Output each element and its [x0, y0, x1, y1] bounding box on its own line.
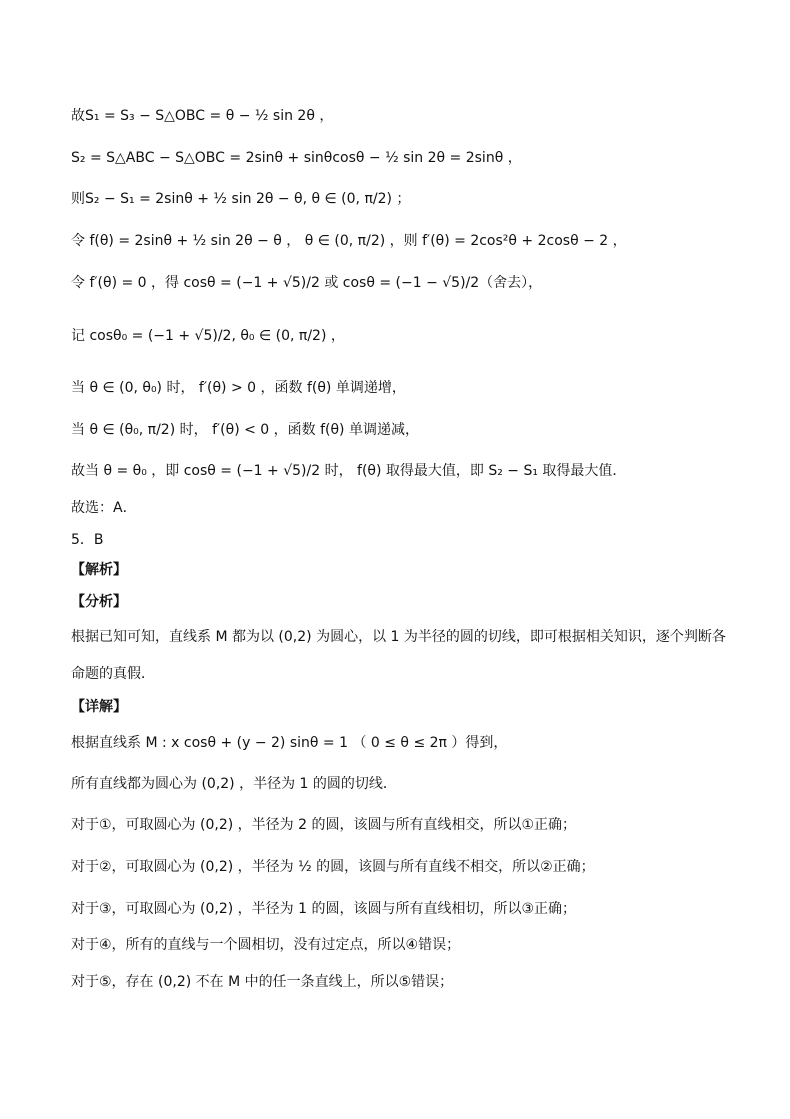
text-line: 对于②，可取圆心为 (0,2) ，半径为 ½ 的圆，该圆与所有直线不相交，所以②正确；	[71, 859, 595, 875]
text-line: 记 cosθ₀ = (−1 + √5)/2, θ₀ ∈ (0, π/2) ，	[71, 328, 345, 344]
text-line: S₂ = S△ABC − S△OBC = 2sinθ + sinθcosθ − ½ sin 2θ = 2sinθ ，	[71, 150, 522, 166]
text-line: 所有直线都为圆心为 (0,2) ，半径为 1 的圆的切线．	[71, 776, 397, 792]
text-line: 令 f′(θ) = 0 ，得 cosθ = (−1 + √5)/2 或 cosθ = (−1 − √5)/2（舍去），	[71, 275, 543, 291]
text-line: 命题的真假．	[71, 666, 155, 682]
text-line: 对于④，所有的直线与一个圆相切，没有过定点，所以④错误；	[71, 937, 461, 953]
text-line: 当 θ ∈ (0, θ₀) 时， f′(θ) > 0 ，函数 f(θ) 单调递增，	[71, 380, 406, 396]
section-title-analysis: 【解析】	[71, 562, 127, 578]
text-line: 故选：A．	[71, 500, 137, 516]
text-line: 当 θ ∈ (θ₀, π/2) 时， f′(θ) < 0 ，函数 f(θ) 单调递减，	[71, 422, 419, 438]
question-number: 5．B	[71, 532, 104, 548]
text-line: 故S₁ = S₃ − S△OBC = θ − ½ sin 2θ ，	[71, 108, 334, 124]
text-line: 则S₂ − S₁ = 2sinθ + ½ sin 2θ − θ, θ ∈ (0, π/2) ；	[71, 191, 411, 207]
section-title-fenxi: 【分析】	[71, 594, 127, 610]
text-line: 根据直线系 M : x cosθ + (y − 2) sinθ = 1 （ 0 ≤ θ ≤ 2π ）得到，	[71, 735, 508, 751]
text-line: 对于⑤，存在 (0,2) 不在 M 中的任一条直线上，所以⑤错误；	[71, 974, 454, 990]
text-line: 对于①，可取圆心为 (0,2) ，半径为 2 的圆，该圆与所有直线相交，所以①正确；	[71, 817, 576, 833]
text-line: 令 f(θ) = 2sinθ + ½ sin 2θ − θ ， θ ∈ (0, π/2) ，则 f′(θ) = 2cos²θ + 2cosθ − 2 ，	[71, 233, 627, 249]
text-line: 根据已知可知，直线系 M 都为以 (0,2) 为圆心，以 1 为半径的圆的切线，即可根据相关知识，逐个判断各	[71, 629, 726, 645]
text-line: 故当 θ = θ₀ ，即 cosθ = (−1 + √5)/2 时， f(θ) 取得最大值，即 S₂ − S₁ 取得最大值．	[71, 463, 627, 479]
text-line: 对于③，可取圆心为 (0,2) ，半径为 1 的圆，该圆与所有直线相切，所以③正确；	[71, 901, 576, 917]
section-title-xiangjie: 【详解】	[71, 699, 127, 715]
